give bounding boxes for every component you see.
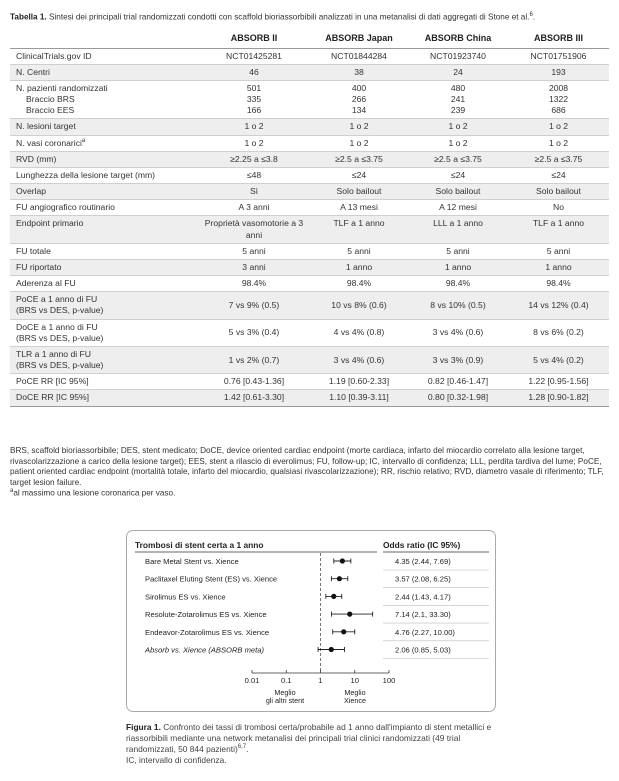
cell-value: 2008 — [548, 82, 569, 93]
table-row — [10, 119, 609, 135]
forest-row-label: Bare Metal Stent vs. Xience — [145, 557, 239, 566]
table-row — [10, 80, 609, 119]
table-body — [10, 48, 609, 406]
row-label-line: N. pazienti randomizzati — [16, 82, 108, 93]
row-label-line: N. lesioni target — [16, 121, 76, 132]
table-cell — [310, 184, 408, 200]
forest-point — [331, 594, 336, 599]
cell-value: 98.4% — [546, 278, 571, 289]
cell-value: 166 — [246, 105, 262, 116]
table-notes — [10, 446, 608, 499]
cell-value: Solo bailout — [336, 186, 382, 197]
table-caption: Tabella 1. Sintesi dei principali trial randomizzati condotti con scaffold bioriassorbibili analizzati in una metanalisi di dati aggregati di Stone et al.$^6$. — [10, 12, 536, 22]
cell-value: 3 anni — [242, 261, 266, 272]
row-label-line: (BRS vs DES, p-value) — [16, 360, 104, 371]
cell-value: 1.42 [0.61-3.30] — [223, 392, 285, 403]
cell-value: 1 anno — [545, 261, 572, 272]
table-cell — [310, 135, 408, 151]
cell-value: 1 o 2 — [448, 137, 468, 148]
row-label — [10, 119, 198, 135]
cell-value: Proprietà vasomotorie a 3 anni — [204, 218, 304, 240]
row-label-line: DoCE a 1 anno di FU — [16, 321, 98, 332]
cell-value: NCT01844284 — [331, 50, 387, 61]
table-cell — [408, 390, 508, 406]
table-cell — [198, 80, 310, 119]
forest-row-value: 2.06 (0.85, 5.03) — [395, 645, 451, 655]
cell-value: ≥2.5 a ≤3.75 — [534, 153, 583, 164]
row-label — [10, 48, 198, 64]
row-label — [10, 346, 198, 373]
row-label-footnote-marker: a — [81, 137, 86, 144]
cell-value: 686 — [551, 105, 566, 116]
table-caption-ref: 6 — [529, 12, 533, 18]
cell-value: 38 — [354, 66, 364, 77]
forest-point — [337, 576, 342, 581]
table-row — [10, 276, 609, 292]
table-header-col-1: ABSORB Japan — [310, 28, 408, 48]
table-row — [10, 64, 609, 80]
table-cell — [508, 276, 609, 292]
cell-value: ≤24 — [351, 169, 367, 180]
table-row — [10, 167, 609, 183]
cell-value: 14 vs 12% (0.4) — [528, 299, 589, 310]
cell-value: 1322 — [548, 94, 569, 105]
cell-value: 1 o 2 — [349, 121, 369, 132]
row-label-line: Endpoint primario — [16, 218, 84, 229]
table-cell — [408, 276, 508, 292]
table-cell — [508, 167, 609, 183]
cell-value: 1 o 2 — [548, 121, 569, 132]
cell-value: 1 anno — [345, 261, 373, 272]
table-cell — [198, 292, 310, 319]
table-cell — [310, 216, 408, 243]
cell-value: 5 anni — [546, 245, 571, 256]
cell-value: LLL a 1 anno — [433, 218, 483, 229]
forest-row-label: Sirolimus ES vs. Xience — [145, 592, 226, 602]
table-cell — [508, 151, 609, 167]
cell-value: 1.28 [0.90-1.82] — [528, 392, 589, 403]
cell-value: 98.4% — [346, 278, 372, 289]
cell-value: Sì — [249, 186, 259, 197]
forest-x-tick-label: 1 — [318, 676, 323, 685]
forest-row-value: 4.35 (2.44, 7.69) — [395, 557, 451, 566]
table-row — [10, 48, 609, 64]
table-cell — [408, 346, 508, 373]
forest-right-header: Odds ratio (IC 95%) — [383, 540, 461, 550]
cell-value: 1 o 2 — [448, 121, 468, 132]
footnote-marker: a — [10, 488, 14, 494]
cell-value: 8 vs 6% (0.2) — [533, 327, 584, 338]
row-label-line: TLR a 1 anno di FU — [16, 348, 91, 359]
row-label-line: N. Centri — [16, 66, 50, 77]
table-row — [10, 259, 609, 275]
forest-row-label: Paclitaxel Eluting Stent (ES) vs. Xience — [145, 574, 278, 584]
row-label — [10, 151, 198, 167]
table-cell — [310, 200, 408, 216]
table-cell — [508, 346, 609, 373]
table-cell — [198, 119, 310, 135]
forest-left-direction-label: gli altri stent — [265, 696, 305, 705]
cell-value: 1 o 2 — [244, 121, 264, 132]
table-row — [10, 135, 609, 151]
cell-value: A 3 anni — [238, 202, 270, 213]
row-label — [10, 184, 198, 200]
forest-x-tick-label: 100 — [382, 676, 396, 685]
table-cell — [310, 151, 408, 167]
row-label-line: FU angiografico routinario — [16, 202, 115, 213]
forest-point — [329, 647, 334, 652]
row-label-line: Braccio BRS — [26, 94, 75, 105]
table-header-empty — [10, 28, 198, 48]
table-cell — [310, 319, 408, 346]
table-row — [10, 292, 609, 319]
table-cell — [508, 319, 609, 346]
cell-value: 1.19 [0.60-2.33] — [328, 376, 390, 387]
table-cell — [408, 184, 508, 200]
cell-value: 46 — [249, 66, 259, 77]
table-cell — [198, 216, 310, 243]
table-cell — [198, 390, 310, 406]
table-cell — [310, 374, 408, 390]
cell-value: 1 anno — [444, 261, 472, 272]
cell-value: NCT01751906 — [530, 50, 587, 61]
row-label — [10, 374, 198, 390]
table-cell — [408, 151, 508, 167]
cell-value: 4 vs 4% (0.8) — [333, 327, 385, 338]
cell-value: ≥2.5 a ≤3.75 — [434, 153, 482, 164]
table-cell — [408, 119, 508, 135]
abbreviations-note: BRS, scaffold bioriassorbibile; DES, stent medicato; DoCE, device oriented cardiac endpoint (morte cardiaca, infarto del miocardio correlato alla lesione target, rivascolarizzazione a carico della lesione target); EES, stent a rilascio di everolimus; FU, follow-up; IC, intervallo di confidenza; LLL, perdita tardiva del lume; PoCE, patient oriented cardiac endpoint (mortalità totale, infarto del miocardio, qualsiasi rivascolarizzazione); RR, rischio relativo; RVD, diametro vasale di riferimento; TLF, target lesion failure. — [10, 446, 604, 487]
table-cell — [198, 319, 310, 346]
cell-value: 98.4% — [445, 278, 471, 289]
forest-plot-figure — [126, 530, 496, 712]
row-label-line: Overlap — [16, 186, 47, 197]
row-label — [10, 200, 198, 216]
figure-caption-abbr: IC, intervallo di confidenza. — [126, 754, 227, 765]
table-cell — [198, 135, 310, 151]
cell-value: Solo bailout — [536, 186, 581, 197]
cell-value: 0.76 [0.43-1.36] — [223, 376, 285, 387]
row-label-line: Lunghezza della lesione target (mm) — [16, 169, 156, 180]
forest-title: Trombosi di stent certa a 1 anno — [135, 540, 264, 550]
cell-value: 3 vs 4% (0.6) — [333, 354, 385, 365]
table-cell — [408, 259, 508, 275]
row-label — [10, 243, 198, 259]
cell-value: ≤24 — [450, 169, 466, 180]
row-label-line: FU riportato — [16, 261, 62, 272]
table-cell — [198, 64, 310, 80]
trials-table — [10, 28, 609, 407]
table-cell — [408, 64, 508, 80]
table-cell — [310, 259, 408, 275]
cell-value: 501 — [246, 82, 262, 93]
forest-row-label: Resolute-Zotarolimus ES vs. Xience — [145, 610, 267, 620]
table-header-row — [10, 28, 609, 48]
table-cell — [508, 48, 609, 64]
cell-value: ≤48 — [246, 169, 262, 180]
table-cell — [508, 200, 609, 216]
table-row — [10, 319, 609, 346]
table-cell — [310, 167, 408, 183]
figure-caption-label: Figura 1. — [126, 722, 161, 732]
cell-value: 1 vs 2% (0.7) — [228, 354, 280, 365]
footnote-text: al massimo una lesione coronarica per vaso. — [13, 488, 176, 498]
table-cell — [310, 346, 408, 373]
cell-value: Solo bailout — [435, 186, 481, 197]
table-cell — [198, 167, 310, 183]
table-cell — [408, 243, 508, 259]
cell-value: 5 anni — [347, 245, 371, 256]
cell-value: 480 — [450, 82, 466, 93]
forest-row-value: 2.44 (1.43, 4.17) — [395, 592, 451, 602]
table-cell — [408, 319, 508, 346]
row-label-line: DoCE RR [IC 95%] — [16, 392, 90, 403]
forest-plot — [127, 531, 497, 713]
table-cell — [508, 374, 609, 390]
table-cell — [310, 119, 408, 135]
cell-value: NCT01923740 — [430, 50, 486, 61]
table-cell — [198, 243, 310, 259]
table-cell — [408, 135, 508, 151]
cell-value: 0.80 [0.32-1.98] — [427, 392, 489, 403]
forest-left-direction-label: Meglio — [274, 688, 296, 697]
cell-value: ≥2.5 a ≤3.75 — [335, 153, 383, 164]
table-cell — [310, 80, 408, 119]
footnote — [10, 488, 608, 499]
cell-value: 241 — [450, 94, 466, 105]
row-label-line: (BRS vs DES, p-value) — [16, 332, 104, 343]
table-cell — [508, 64, 609, 80]
table-cell — [508, 292, 609, 319]
row-label — [10, 135, 198, 151]
forest-point — [347, 612, 352, 617]
cell-value: 1.10 [0.39-3.11] — [329, 392, 389, 403]
cell-value: 0.82 [0.46-1.47] — [427, 376, 489, 387]
cell-value: 266 — [351, 94, 367, 105]
row-label-line: ClinicalTrials.gov ID — [16, 50, 92, 61]
cell-value: TLF a 1 anno — [532, 218, 585, 229]
cell-value: NCT01425281 — [226, 50, 282, 61]
table-cell — [508, 184, 609, 200]
forest-point — [341, 629, 346, 634]
cell-value: TLF a 1 anno — [333, 218, 385, 229]
table-cell — [508, 259, 609, 275]
figure-caption-end: . — [246, 743, 249, 754]
cell-value: 1 o 2 — [244, 137, 264, 148]
table-cell — [198, 276, 310, 292]
table-header-col-2: ABSORB China — [408, 28, 508, 48]
cell-value: 10 vs 8% (0.6) — [331, 299, 387, 310]
cell-value: ≥2.25 a ≤3.8 — [230, 153, 278, 164]
cell-value: A 12 mesi — [439, 202, 477, 213]
cell-value: 3 vs 3% (0.9) — [432, 354, 484, 365]
table-cell — [508, 80, 609, 119]
table-row — [10, 151, 609, 167]
row-label — [10, 276, 198, 292]
table-cell — [198, 374, 310, 390]
forest-x-tick-label: 0.1 — [280, 676, 292, 685]
table-cell — [310, 390, 408, 406]
table-cell — [508, 390, 609, 406]
table-row — [10, 184, 609, 200]
table-cell — [310, 292, 408, 319]
cell-value: ≤24 — [551, 169, 566, 180]
forest-row-label: Absorb vs. Xience (ABSORB meta) — [145, 645, 265, 655]
forest-row-value: 7.14 (2.1, 33.30) — [395, 610, 451, 620]
cell-value: 5 anni — [242, 245, 266, 256]
table-header-col-0: ABSORB II — [198, 28, 310, 48]
forest-right-direction-label: Meglio — [344, 688, 366, 697]
cell-value: 98.4% — [241, 278, 267, 289]
row-label — [10, 259, 198, 275]
cell-value: 5 vs 4% (0.2) — [533, 354, 584, 365]
cell-value: 7 vs 9% (0.5) — [228, 299, 280, 310]
row-label — [10, 292, 198, 319]
cell-value: 1 o 2 — [548, 137, 569, 148]
table-row — [10, 374, 609, 390]
row-label — [10, 80, 198, 119]
forest-right-direction-label: Xience — [344, 696, 366, 705]
row-label-line: N. vasi coronarici — [16, 137, 82, 148]
table-cell — [408, 216, 508, 243]
row-label-line: Braccio EES — [26, 105, 75, 116]
table-caption-text: Sintesi dei principali trial randomizzati condotti con scaffold bioriassorbibili analizzati in una metanalisi di dati aggregati di Stone et al. — [49, 12, 530, 22]
table-cell — [408, 167, 508, 183]
cell-value: 8 vs 10% (0.5) — [430, 299, 486, 310]
row-label-line: Aderenza al FU — [16, 278, 76, 289]
table-cell — [310, 48, 408, 64]
table-cell — [310, 64, 408, 80]
forest-row-label: Endeavor-Zotarolimus ES vs. Xience — [145, 627, 270, 637]
row-label-line: FU totale — [16, 245, 51, 256]
cell-value: 5 vs 3% (0.4) — [228, 327, 280, 338]
cell-value: 335 — [246, 94, 262, 105]
cell-value: 239 — [450, 105, 466, 116]
table-cell — [198, 346, 310, 373]
cell-value: 400 — [351, 82, 367, 93]
table-cell — [310, 276, 408, 292]
table-row — [10, 346, 609, 373]
row-label-line: PoCE a 1 anno di FU — [16, 294, 98, 305]
table-cell — [198, 151, 310, 167]
forest-row-value: 4.76 (2.27, 10.00) — [395, 627, 455, 637]
forest-x-tick-label: 0.01 — [244, 676, 260, 685]
table-cell — [508, 216, 609, 243]
table-cell — [408, 374, 508, 390]
cell-value: A 13 mesi — [340, 202, 378, 213]
cell-value: 24 — [453, 66, 463, 77]
table-cell — [408, 80, 508, 119]
cell-value: 5 anni — [446, 245, 470, 256]
row-label-line: PoCE RR [IC 95%] — [16, 376, 89, 387]
cell-value: 1.22 [0.95-1.56] — [528, 376, 589, 387]
table-row — [10, 390, 609, 406]
figure-caption-text: Confronto dei tassi di trombosi certa/probabile ad 1 anno dall'impianto di stent metallici e riassorbibili mediante una network metanalisi dei principali trial clinici randomizzati (49 trial randomizzati, 50 844 pazienti) — [126, 722, 492, 754]
figure-caption-refs: 6,7 — [237, 744, 247, 751]
cell-value: 193 — [551, 66, 566, 77]
table-row — [10, 216, 609, 243]
cell-value: No — [553, 202, 564, 213]
cell-value: 134 — [351, 105, 367, 116]
table-caption-label: Tabella 1. — [10, 12, 47, 22]
table-cell — [310, 243, 408, 259]
table-cell — [198, 48, 310, 64]
table-cell — [198, 200, 310, 216]
forest-x-tick-label: 10 — [350, 676, 359, 685]
table-cell — [508, 243, 609, 259]
table-cell — [198, 259, 310, 275]
forest-point — [340, 558, 345, 563]
table-header-col-3: ABSORB III — [508, 28, 609, 48]
cell-value: 1 o 2 — [349, 137, 369, 148]
row-label — [10, 64, 198, 80]
table-cell — [198, 184, 310, 200]
table-cell — [408, 48, 508, 64]
row-label — [10, 390, 198, 406]
row-label — [10, 319, 198, 346]
row-label-line: (BRS vs DES, p-value) — [16, 305, 104, 316]
table-cell — [508, 119, 609, 135]
cell-value: 3 vs 4% (0.6) — [432, 327, 484, 338]
row-label-line: RVD (mm) — [16, 153, 57, 164]
forest-row-value: 3.57 (2.08, 6.25) — [395, 574, 451, 584]
table-row — [10, 200, 609, 216]
table-cell — [408, 292, 508, 319]
table-cell — [508, 135, 609, 151]
row-label — [10, 167, 198, 183]
table-cell — [408, 200, 508, 216]
row-label — [10, 216, 198, 243]
table-row — [10, 243, 609, 259]
figure-caption — [126, 722, 496, 766]
